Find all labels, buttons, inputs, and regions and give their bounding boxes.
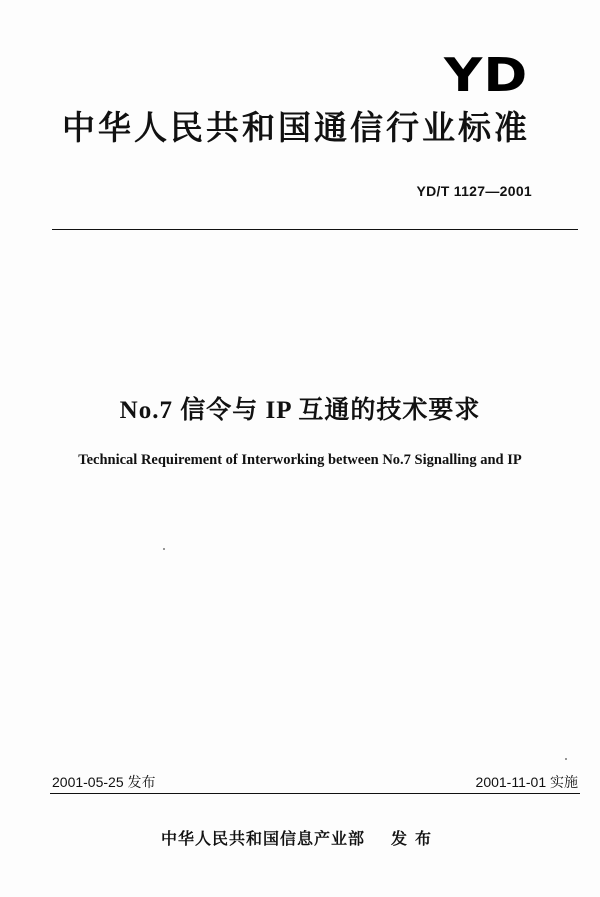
publish-action: 发布 xyxy=(391,829,440,848)
document-title-english: Technical Requirement of Interworking between No.7 Signalling and IP xyxy=(78,452,522,468)
top-divider xyxy=(52,229,578,230)
issue-date: 2001-05-25 发布 xyxy=(52,774,156,790)
standard-category-title: 中华人民共和国通信行业标准 xyxy=(62,108,530,147)
scan-speck xyxy=(163,548,165,550)
standard-number: YD/T 1127—2001 xyxy=(416,183,532,199)
bottom-divider xyxy=(50,793,580,794)
publisher-name: 中华人民共和国信息产业部 xyxy=(160,829,365,848)
implementation-date: 2001-11-01 实施 xyxy=(475,774,578,790)
publisher-line xyxy=(0,826,600,849)
document-title-chinese: No.7 信令与 IP 互通的技术要求 xyxy=(119,397,481,424)
scan-speck xyxy=(565,758,567,760)
yd-logo: YD xyxy=(443,48,528,102)
